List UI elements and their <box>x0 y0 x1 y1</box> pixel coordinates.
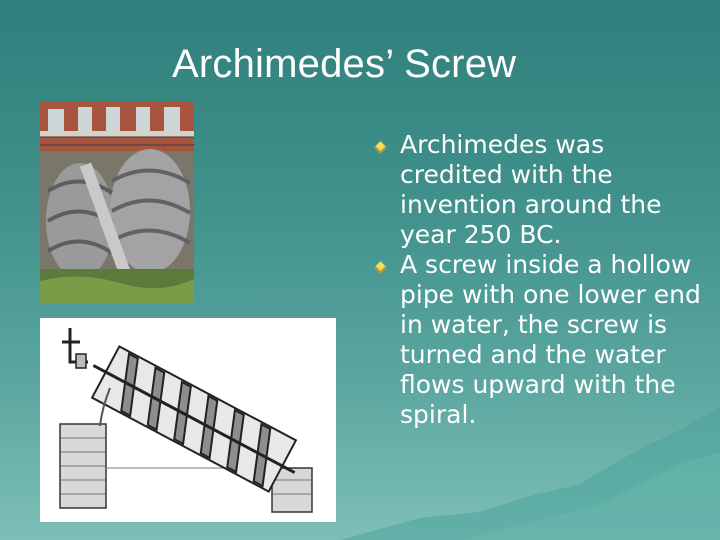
diamond-bullet-icon <box>374 261 387 274</box>
archimedes-screw-photo <box>40 101 194 303</box>
bullet-text: Archimedes was credited with the invention around the year 250 BC. <box>400 130 662 249</box>
archimedes-screw-drawing <box>40 318 336 522</box>
bullet-item <box>372 250 702 430</box>
bullet-list <box>372 130 702 430</box>
bullet-item <box>372 130 702 250</box>
slide-title: Archimedes’ Screw <box>172 42 517 86</box>
bullet-text: A screw inside a hollow pipe with one lower end in water, the screw is turned and the water flows upward with the spiral. <box>400 250 701 429</box>
diamond-bullet-icon <box>374 141 387 154</box>
